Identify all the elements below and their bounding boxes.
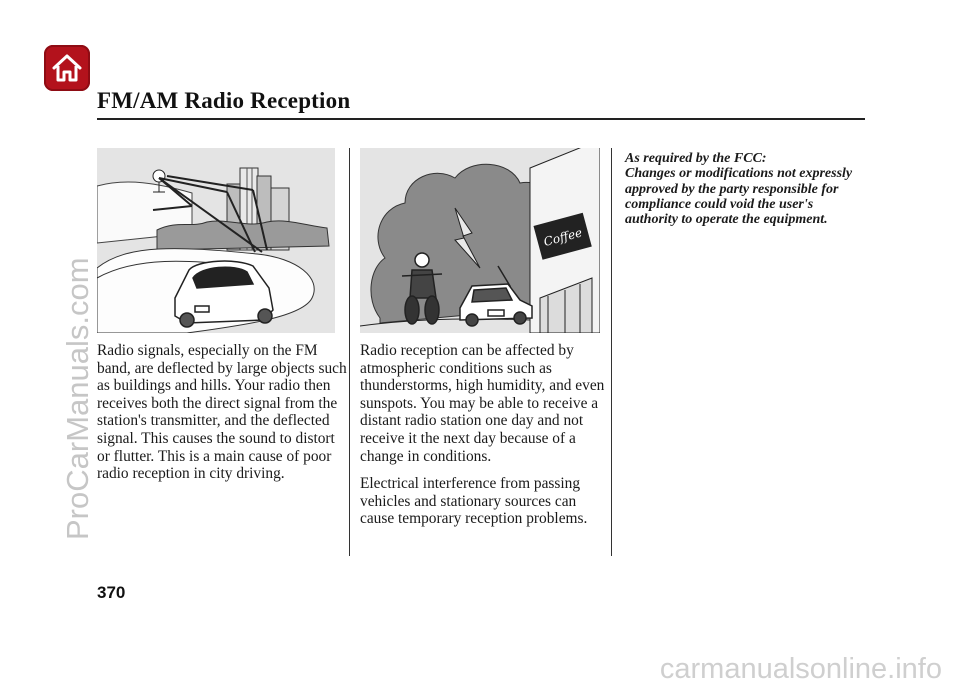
deflection-text: Radio signals, especially on the FM band, are deflected by large objects such as buildings and hills. Your radio then receives both the direct signal from the station's transmitter, and the deflected signal. This causes the sound to distort or flutter. This is a main cause of poor radio reception in city driving. <box>97 342 347 483</box>
home-icon <box>51 53 83 83</box>
radio-signal-deflection-illustration <box>97 148 335 333</box>
bottom-watermark: carmanualsonline.info <box>659 653 942 685</box>
deflection-paragraph <box>97 342 347 493</box>
home-button[interactable] <box>44 45 90 91</box>
page-title: FM/AM Radio Reception <box>97 88 351 113</box>
fcc-line: As required by the FCC: <box>625 151 767 166</box>
page-number: 370 <box>97 583 126 602</box>
fcc-notice <box>625 151 875 227</box>
fcc-line: Changes or modifications not expressly <box>625 166 853 182</box>
sign-text: Coffee <box>542 225 584 250</box>
fcc-line: approved by the party responsible for <box>625 181 839 197</box>
interference-text: Electrical interference from passing vehicles and stationary sources can cause temporary reception problems. <box>360 475 588 528</box>
thunderstorm-interference-illustration <box>360 148 600 333</box>
fcc-line: compliance could void the user's <box>625 196 814 212</box>
atmospheric-text: Radio reception can be affected by atmospheric conditions such as thunderstorms, high humidity, and even sunspots. You may be able to receive a distant radio station one day and not receive it the next day because of a change in conditions. <box>360 342 605 465</box>
side-watermark: ProCarManuals.com <box>60 257 95 540</box>
column-divider-right <box>611 148 612 556</box>
fcc-line: authority to operate the equipment. <box>625 212 828 228</box>
column-divider-left <box>349 148 350 556</box>
title-divider <box>97 118 865 120</box>
atmospheric-paragraphs <box>360 342 610 538</box>
